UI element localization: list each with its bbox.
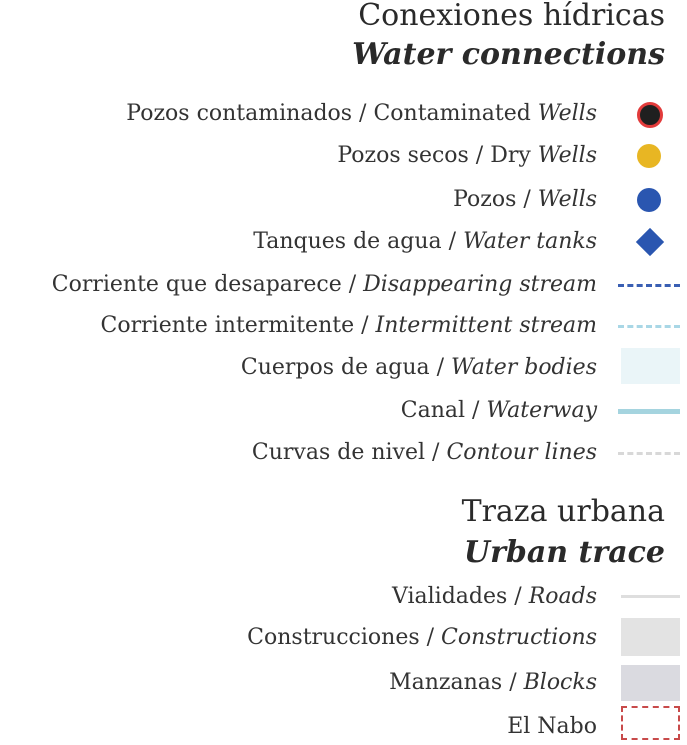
legend-label: Cuerpos de agua / Water bodies	[240, 355, 597, 380]
legend-item-water-bodies	[0, 351, 687, 385]
block-swatch-icon	[621, 665, 680, 701]
legend-label: Pozos secos / Dry Wells	[337, 143, 597, 168]
road-line-icon	[621, 595, 680, 598]
legend-item-contour-lines	[0, 436, 687, 470]
contaminated-well-icon	[637, 102, 663, 128]
legend-item-waterway	[0, 394, 687, 428]
legend-item-el-nabo	[0, 710, 687, 744]
legend-item-wells	[0, 183, 687, 217]
legend-item-intermittent-stream	[0, 309, 687, 343]
legend-item-dry-wells	[0, 139, 687, 173]
legend-item-constructions	[0, 621, 687, 655]
urban-section-title: Traza urbana	[461, 494, 665, 529]
legend-label: Manzanas / Blocks	[389, 670, 597, 695]
legend-label: El Nabo	[507, 714, 597, 739]
urban-section-subtitle: Urban trace	[463, 535, 665, 570]
legend-label: Pozos / Wells	[453, 187, 597, 212]
legend-label: Construcciones / Constructions	[247, 625, 597, 650]
legend-label: Curvas de nivel / Contour lines	[251, 440, 597, 465]
legend-item-blocks	[0, 666, 687, 700]
well-icon	[637, 188, 661, 212]
waterway-line-icon	[618, 409, 680, 414]
legend-label: Vialidades / Roads	[391, 584, 597, 609]
water-tank-icon	[636, 228, 664, 256]
water-section-subtitle: Water connections	[352, 37, 665, 72]
water-section-title: Conexiones hídricas	[358, 0, 665, 33]
legend-item-disappearing-stream	[0, 268, 687, 302]
legend-item-water-tanks	[0, 225, 687, 259]
legend-item-contaminated-wells	[0, 97, 687, 131]
legend-label: Corriente que desaparece / Disappearing stream	[51, 272, 597, 297]
legend-label: Tanques de agua / Water tanks	[253, 229, 597, 254]
legend-label: Pozos contaminados / Contaminated Wells	[126, 101, 597, 126]
legend-label: Corriente intermitente / Intermittent stream	[100, 313, 597, 338]
contour-line-icon	[618, 452, 680, 455]
dry-well-icon	[637, 144, 661, 168]
water-body-swatch-icon	[621, 348, 680, 384]
intermittent-stream-line-icon	[618, 325, 680, 328]
construction-swatch-icon	[621, 618, 680, 656]
disappearing-stream-line-icon	[618, 284, 680, 287]
legend-label: Canal / Waterway	[400, 398, 597, 423]
legend-item-roads	[0, 580, 687, 614]
el-nabo-boundary-icon	[621, 706, 680, 740]
